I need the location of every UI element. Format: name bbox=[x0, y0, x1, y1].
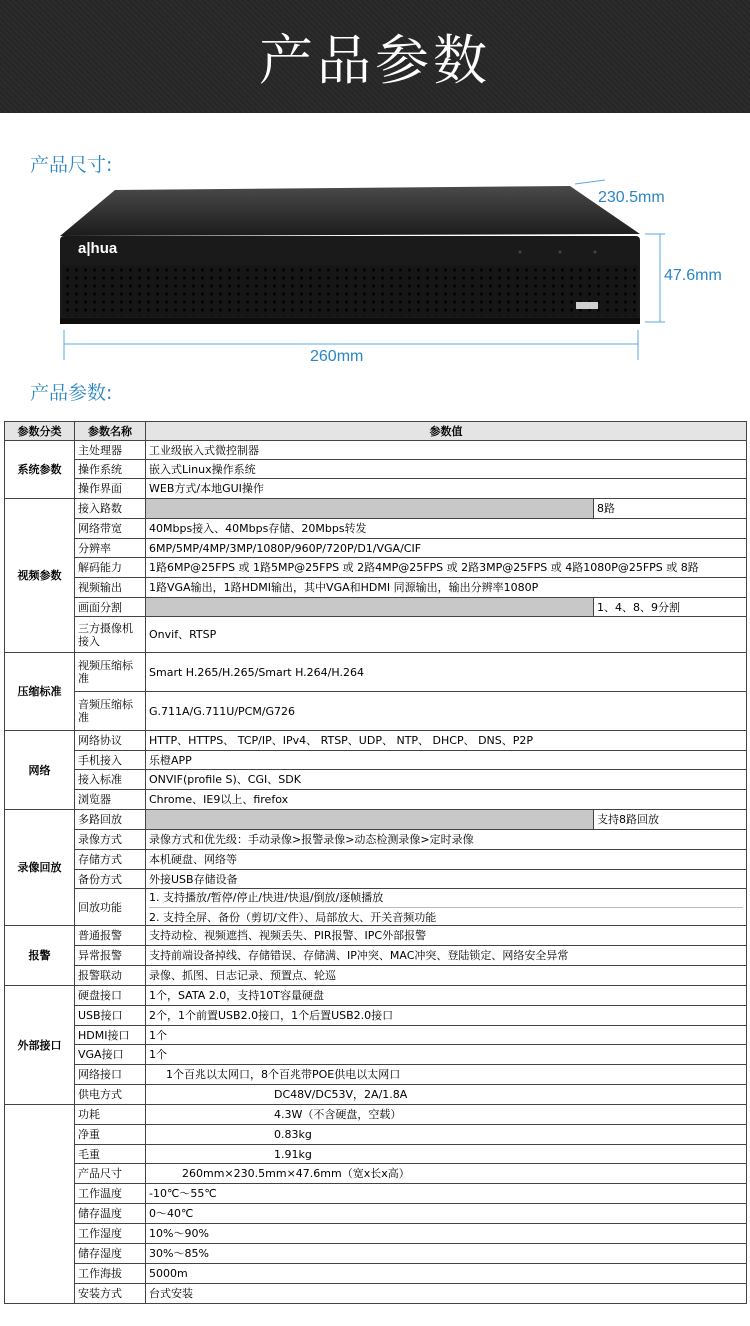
param-value-cell: 260mm×230.5mm×47.6mm（宽x长x高） bbox=[146, 1164, 747, 1184]
param-value-cell: ONVIF(profile S)、CGI、SDK bbox=[146, 770, 747, 790]
param-name-cell: 供电方式 bbox=[75, 1085, 146, 1105]
param-name-cell: 主处理器 bbox=[75, 441, 146, 460]
param-name-cell: 安装方式 bbox=[75, 1284, 146, 1304]
size-section-label: 产品尺寸: bbox=[30, 154, 113, 176]
params-section-label: 产品参数: bbox=[30, 382, 113, 404]
gray-spacer-cell bbox=[146, 499, 594, 519]
param-name-cell: 产品尺寸 bbox=[75, 1164, 146, 1184]
table-row bbox=[5, 1224, 747, 1244]
table-row bbox=[5, 499, 747, 519]
header-banner bbox=[0, 0, 750, 113]
spec-table bbox=[4, 421, 747, 1304]
category-cell: 录像回放 bbox=[5, 810, 75, 926]
gray-spacer-cell bbox=[146, 598, 594, 617]
param-value-cell: 支持8路回放 bbox=[594, 810, 747, 830]
param-value-cell bbox=[146, 889, 747, 926]
param-name-cell: 工作湿度 bbox=[75, 1224, 146, 1244]
param-value-cell: 8路 bbox=[594, 499, 747, 519]
table-header-row bbox=[5, 422, 747, 441]
param-value-cell: 30%～85% bbox=[146, 1244, 747, 1264]
table-row bbox=[5, 751, 747, 770]
table-row bbox=[5, 1145, 747, 1164]
table-row bbox=[5, 441, 747, 460]
param-name-cell: 网络协议 bbox=[75, 731, 146, 751]
table-row bbox=[5, 889, 747, 926]
param-name-cell: 普通报警 bbox=[75, 926, 146, 946]
param-value-cell: 录像、抓图、日志记录、预置点、轮巡 bbox=[146, 966, 747, 986]
param-value-cell: DC48V/DC53V，2A/1.8A bbox=[146, 1085, 747, 1105]
param-name-cell: 视频输出 bbox=[75, 578, 146, 598]
param-value-cell: 6MP/5MP/4MP/3MP/1080P/960P/720P/D1/VGA/CIF bbox=[146, 539, 747, 558]
param-name-cell: 储存温度 bbox=[75, 1204, 146, 1224]
param-name-cell: 接入路数 bbox=[75, 499, 146, 519]
param-name-cell: 分辨率 bbox=[75, 539, 146, 558]
page-title: 产品参数 bbox=[259, 29, 491, 92]
param-name-cell: 手机接入 bbox=[75, 751, 146, 770]
header-name: 参数名称 bbox=[75, 422, 146, 441]
table-row bbox=[5, 926, 747, 946]
table-row bbox=[5, 966, 747, 986]
device-illustration bbox=[0, 170, 750, 380]
param-name-cell: 功耗 bbox=[75, 1105, 146, 1125]
param-name-cell: HDMI接口 bbox=[75, 1026, 146, 1045]
param-value-cell: 嵌入式Linux操作系统 bbox=[146, 460, 747, 479]
category-cell: 网络 bbox=[5, 731, 75, 810]
param-value-cell: HTTP、HTTPS、 TCP/IP、IPv4、 RTSP、UDP、 NTP、 DHCP、 DNS、P2P bbox=[146, 731, 747, 751]
table-row bbox=[5, 558, 747, 578]
param-value-cell: 支持前端设备掉线、存储错误、存储满、IP冲突、MAC冲突、登陆锁定、网络安全异常 bbox=[146, 946, 747, 966]
category-cell bbox=[5, 1105, 75, 1304]
param-value-cell: 工业级嵌入式微控制器 bbox=[146, 441, 747, 460]
category-cell: 压缩标准 bbox=[5, 653, 75, 731]
param-name-cell: 网络带宽 bbox=[75, 519, 146, 539]
param-value-cell: WEB方式/本地GUI操作 bbox=[146, 479, 747, 499]
param-name-cell: VGA接口 bbox=[75, 1045, 146, 1065]
table-row bbox=[5, 578, 747, 598]
param-value-cell: 本机硬盘、网络等 bbox=[146, 850, 747, 870]
table-row bbox=[5, 1204, 747, 1224]
param-name-cell: 音频压缩标准 bbox=[75, 692, 146, 731]
width-dimension: 260mm bbox=[310, 348, 364, 365]
param-value-cell: 10%～90% bbox=[146, 1224, 747, 1244]
table-row bbox=[5, 1184, 747, 1204]
param-value-cell: 40Mbps接入、40Mbps存储、20Mbps转发 bbox=[146, 519, 747, 539]
param-value-line: 2. 支持全屏、备份（剪切/文件）、局部放大、开关音频功能 bbox=[149, 907, 743, 924]
param-name-cell: 网络接口 bbox=[75, 1065, 146, 1085]
table-row bbox=[5, 1006, 747, 1026]
param-name-cell: 多路回放 bbox=[75, 810, 146, 830]
param-value-cell: 5000m bbox=[146, 1264, 747, 1284]
param-name-cell: 毛重 bbox=[75, 1145, 146, 1164]
device-logo: a|hua bbox=[78, 240, 118, 257]
param-name-cell: USB接口 bbox=[75, 1006, 146, 1026]
depth-dimension: 230.5mm bbox=[598, 189, 665, 206]
param-name-cell: 报警联动 bbox=[75, 966, 146, 986]
param-name-cell: 视频压缩标准 bbox=[75, 653, 146, 692]
category-cell: 报警 bbox=[5, 926, 75, 986]
table-row bbox=[5, 770, 747, 790]
param-value-cell: 乐橙APP bbox=[146, 751, 747, 770]
table-row bbox=[5, 617, 747, 653]
category-cell: 外部接口 bbox=[5, 986, 75, 1105]
table-row bbox=[5, 519, 747, 539]
table-row bbox=[5, 810, 747, 830]
param-name-cell: 储存湿度 bbox=[75, 1244, 146, 1264]
param-value-cell: 台式安装 bbox=[146, 1284, 747, 1304]
param-name-cell: 浏览器 bbox=[75, 790, 146, 810]
table-row bbox=[5, 830, 747, 850]
param-value-cell: G.711A/G.711U/PCM/G726 bbox=[146, 692, 747, 731]
param-name-cell: 画面分割 bbox=[75, 598, 146, 617]
gray-spacer-cell bbox=[146, 810, 594, 830]
header-category: 参数分类 bbox=[5, 422, 75, 441]
table-row bbox=[5, 850, 747, 870]
param-value-cell: -10℃～55℃ bbox=[146, 1184, 747, 1204]
param-name-cell: 工作温度 bbox=[75, 1184, 146, 1204]
param-value-cell: 0.83kg bbox=[146, 1125, 747, 1145]
table-row bbox=[5, 1244, 747, 1264]
param-name-cell: 净重 bbox=[75, 1125, 146, 1145]
table-row bbox=[5, 653, 747, 692]
param-value-cell: 录像方式和优先级：手动录像>报警录像>动态检测录像>定时录像 bbox=[146, 830, 747, 850]
param-name-cell: 操作系统 bbox=[75, 460, 146, 479]
table-row bbox=[5, 1284, 747, 1304]
param-value-cell: 1个 bbox=[146, 1026, 747, 1045]
param-value-cell: 外接USB存储设备 bbox=[146, 870, 747, 889]
table-row bbox=[5, 731, 747, 751]
param-name-cell: 工作海拔 bbox=[75, 1264, 146, 1284]
table-row bbox=[5, 539, 747, 558]
param-name-cell: 异常报警 bbox=[75, 946, 146, 966]
param-name-cell: 存储方式 bbox=[75, 850, 146, 870]
param-value-cell: 1、4、8、9分割 bbox=[594, 598, 747, 617]
param-value-cell: Smart H.265/H.265/Smart H.264/H.264 bbox=[146, 653, 747, 692]
table-row bbox=[5, 1026, 747, 1045]
table-row bbox=[5, 1085, 747, 1105]
param-name-cell: 操作界面 bbox=[75, 479, 146, 499]
table-row bbox=[5, 692, 747, 731]
param-value-cell: 2个，1个前置USB2.0接口，1个后置USB2.0接口 bbox=[146, 1006, 747, 1026]
param-name-cell: 回放功能 bbox=[75, 889, 146, 926]
param-name-cell: 录像方式 bbox=[75, 830, 146, 850]
param-value-cell: 1个 bbox=[146, 1045, 747, 1065]
param-value-cell: 1个，SATA 2.0，支持10T容量硬盘 bbox=[146, 986, 747, 1006]
table-row bbox=[5, 1065, 747, 1085]
table-row bbox=[5, 790, 747, 810]
table-row bbox=[5, 598, 747, 617]
table-row bbox=[5, 1164, 747, 1184]
param-value-cell: Chrome、IE9以上、firefox bbox=[146, 790, 747, 810]
table-row bbox=[5, 479, 747, 499]
param-value-cell: 支持动检、视频遮挡、视频丢失、PIR报警、IPC外部报警 bbox=[146, 926, 747, 946]
param-value-cell: 1.91kg bbox=[146, 1145, 747, 1164]
table-row bbox=[5, 1045, 747, 1065]
param-value-cell: 1路6MP@25FPS 或 1路5MP@25FPS 或 2路4MP@25FPS 或 2路3MP@25FPS 或 4路1080P@25FPS 或 8路 bbox=[146, 558, 747, 578]
category-cell: 系统参数 bbox=[5, 441, 75, 499]
table-row bbox=[5, 1105, 747, 1125]
table-row bbox=[5, 460, 747, 479]
param-value-line: 1. 支持播放/暂停/停止/快进/快退/倒放/逐帧播放 bbox=[149, 890, 384, 904]
table-row bbox=[5, 986, 747, 1006]
param-name-cell: 解码能力 bbox=[75, 558, 146, 578]
header-value: 参数值 bbox=[146, 422, 747, 441]
param-name-cell: 备份方式 bbox=[75, 870, 146, 889]
table-row bbox=[5, 870, 747, 889]
param-value-cell: 1个百兆以太网口，8个百兆带POE供电以太网口 bbox=[146, 1065, 747, 1085]
param-name-cell: 硬盘接口 bbox=[75, 986, 146, 1006]
height-dimension: 47.6mm bbox=[664, 267, 722, 284]
param-name-cell: 接入标准 bbox=[75, 770, 146, 790]
category-cell: 视频参数 bbox=[5, 499, 75, 653]
table-row bbox=[5, 1125, 747, 1145]
param-value-cell: 1路VGA输出，1路HDMI输出，其中VGA和HDMI 同源输出，输出分辨率1080P bbox=[146, 578, 747, 598]
param-value-cell: 4.3W（不含硬盘，空载） bbox=[146, 1105, 747, 1125]
param-value-cell: Onvif、RTSP bbox=[146, 617, 747, 653]
param-name-cell: 三方摄像机接入 bbox=[75, 617, 146, 653]
param-value-cell: 0～40℃ bbox=[146, 1204, 747, 1224]
table-row bbox=[5, 1264, 747, 1284]
table-row bbox=[5, 946, 747, 966]
